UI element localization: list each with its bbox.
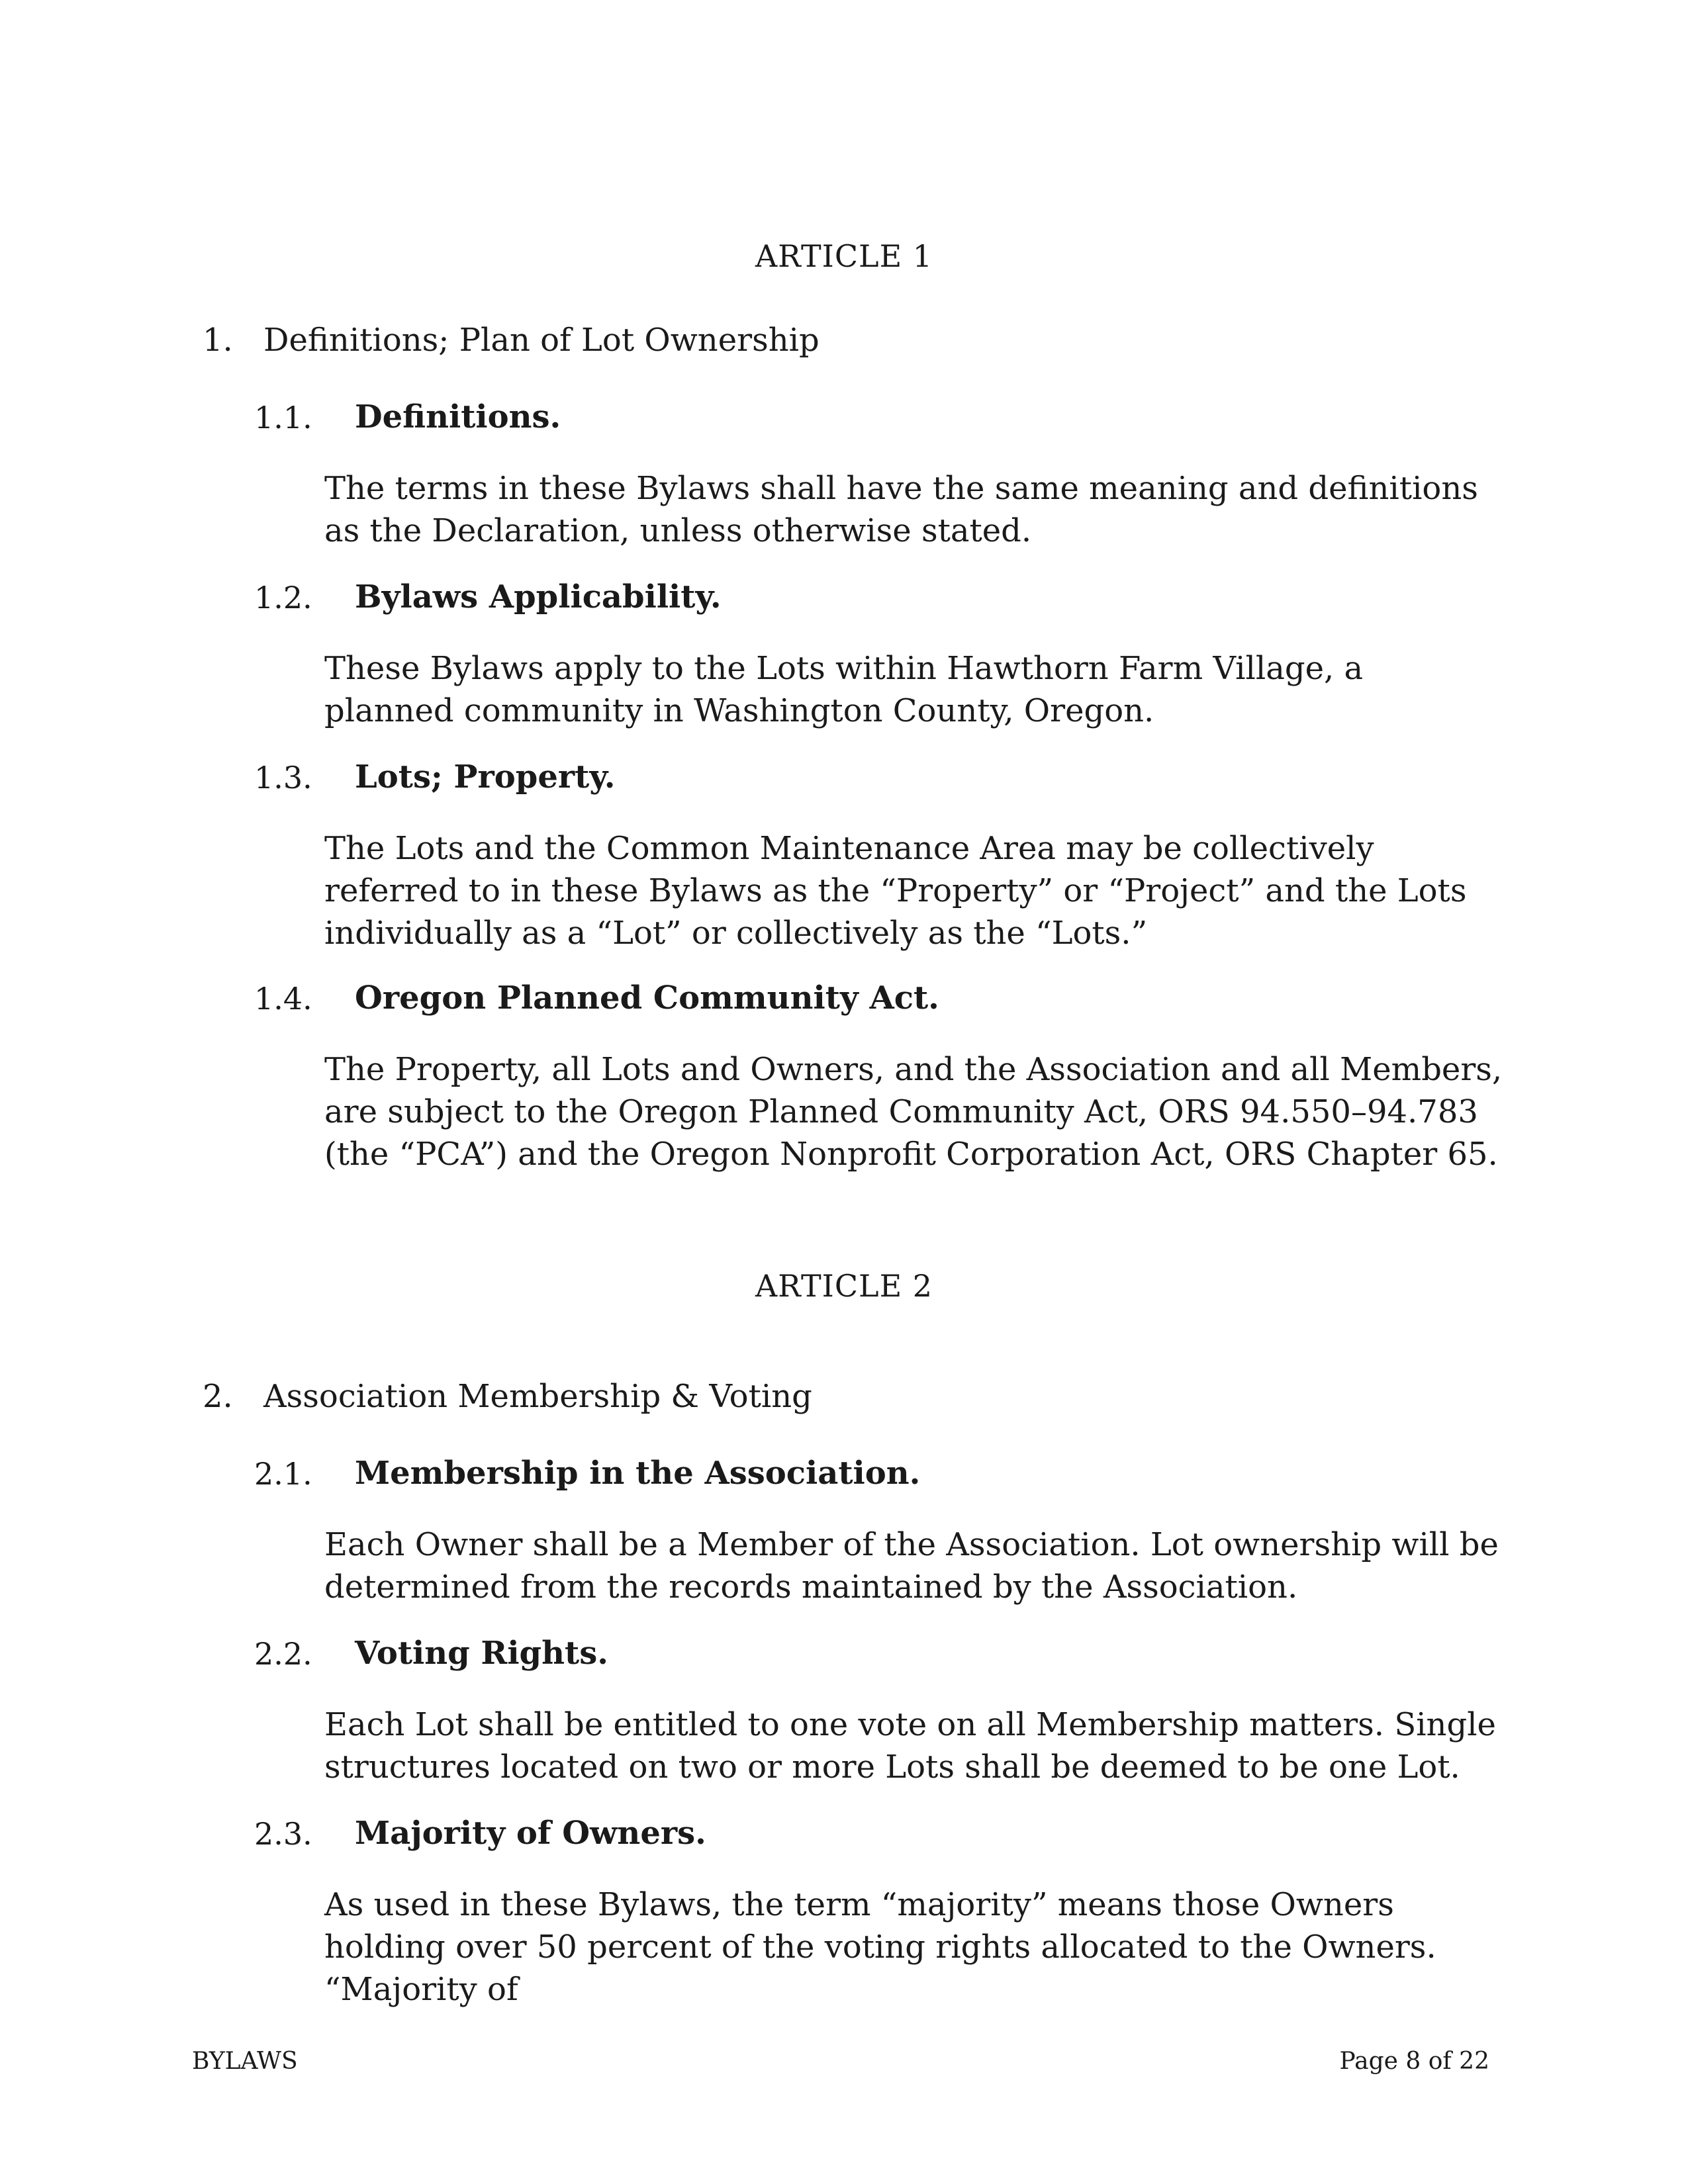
subsection-2-1-title: Membership in the Association.: [355, 1455, 921, 1492]
subsection-2-2-title: Voting Rights.: [355, 1635, 608, 1672]
subsection-2-1-number: 2.1.: [254, 1456, 312, 1492]
subsection-1-3-text: The Lots and the Common Maintenance Area may be collectively referred to in these Bylaws as the “Property” or “Project” and the Lots individually as a “Lot” or collectively as the “Lots.”: [324, 830, 1467, 952]
subsection-1-2-text: These Bylaws apply to the Lots within Hawthorn Farm Village, a planned community in Washington County, Oregon.: [324, 650, 1364, 729]
subsection-2-3-title: Majority of Owners.: [355, 1815, 706, 1852]
subsection-1-3-number: 1.3.: [254, 760, 312, 796]
subsection-1-1-title: Definitions.: [355, 398, 561, 435]
section-1-number: 1.: [203, 322, 233, 359]
subsection-1-4-text: The Property, all Lots and Owners, and the Association and all Members, are subject to the Oregon Planned Community Act, ORS 94.550–94.783 (the “PCA”) and the Oregon Nonprofit Corporation Act, ORS Chapter 65.: [324, 1051, 1503, 1173]
subsection-2-2-number: 2.2.: [254, 1636, 312, 1672]
footer-document-name: BYLAWS: [192, 2048, 298, 2075]
article-2-heading: ARTICLE 2: [755, 1268, 933, 1304]
footer-page-number: Page 8 of 22: [1339, 2048, 1489, 2075]
subsection-2-3-number: 2.3.: [254, 1816, 312, 1852]
subsection-2-2-text: Each Lot shall be entitled to one vote on all Membership matters. Single structures located on two or more Lots shall be deemed to be one Lot.: [324, 1706, 1496, 1786]
section-1-title: Definitions; Plan of Lot Ownership: [263, 322, 820, 359]
subsection-2-3-text: As used in these Bylaws, the term “majority” means those Owners holding over 50 percent of the voting rights allocated to the Owners. “Majority of: [324, 1886, 1436, 2008]
subsection-1-2-number: 1.2.: [254, 580, 312, 615]
section-2-number: 2.: [203, 1378, 233, 1415]
subsection-1-1-number: 1.1.: [254, 400, 312, 435]
subsection-1-4-number: 1.4.: [254, 981, 312, 1017]
subsection-1-4-title: Oregon Planned Community Act.: [355, 979, 939, 1017]
article-1-heading: ARTICLE 1: [755, 238, 933, 274]
subsection-2-1-text: Each Owner shall be a Member of the Association. Lot ownership will be determined from the records maintained by the Association.: [324, 1526, 1499, 1606]
subsection-1-2-title: Bylaws Applicability.: [355, 578, 722, 615]
subsection-1-1-text: The terms in these Bylaws shall have the same meaning and definitions as the Declaration, unless otherwise stated.: [324, 470, 1478, 549]
section-2-title: Association Membership & Voting: [263, 1378, 812, 1415]
subsection-1-3-title: Lots; Property.: [355, 758, 616, 796]
